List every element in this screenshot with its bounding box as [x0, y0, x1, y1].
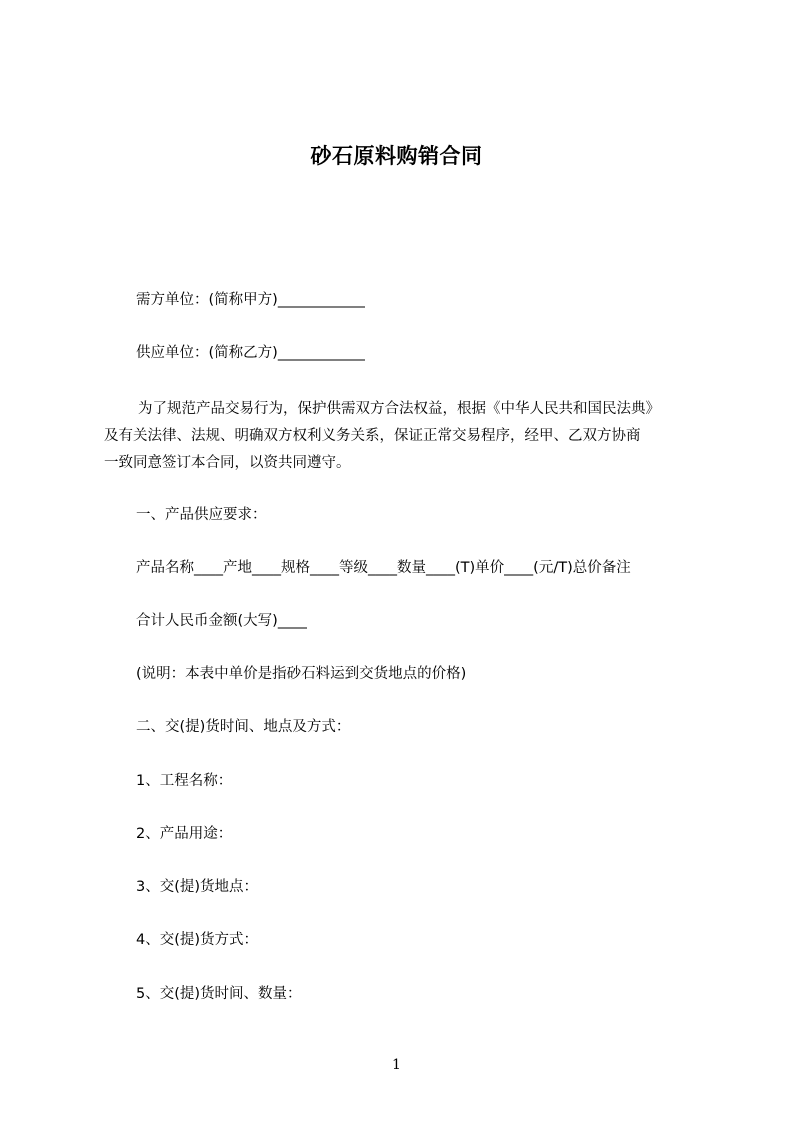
- price-note: (说明：本表中单价是指砂石料运到交货地点的价格): [136, 666, 467, 682]
- item-delivery-method: 4、交(提)货方式：: [136, 932, 259, 948]
- product-fields-line: 产品名称____产地____规格____等级____数量____(T)单价____(元/T)总价备注: [136, 560, 631, 576]
- preamble-line: 一致同意签订本合同，以资共同遵守。: [104, 455, 351, 471]
- seller-line: 供应单位：(简称乙方)____________: [136, 345, 365, 361]
- item-delivery-location: 3、交(提)货地点：: [136, 879, 259, 895]
- section-1-heading: 一、产品供应要求：: [136, 507, 267, 523]
- preamble-line: 为了规范产品交易行为，保护供需双方合法权益，根据《中华人民共和国民法典》: [138, 401, 660, 417]
- item-delivery-time-quantity: 5、交(提)货时间、数量：: [136, 986, 302, 1002]
- total-amount-line: 合计人民币金额(大写)____: [136, 613, 307, 629]
- preamble-paragraph: [104, 396, 724, 477]
- item-product-usage: 2、产品用途：: [136, 826, 233, 842]
- page-number: 1: [392, 1057, 401, 1073]
- section-2-heading: 二、交(提)货时间、地点及方式：: [136, 719, 351, 735]
- preamble-line: 及有关法律、法规、明确双方权利义务关系，保证正常交易程序，经甲、乙双方协商: [104, 428, 641, 444]
- item-project-name: 1、工程名称：: [136, 773, 233, 789]
- buyer-line: 需方单位：(简称甲方)____________: [136, 292, 365, 308]
- document-title: 砂石原料购销合同: [310, 144, 483, 168]
